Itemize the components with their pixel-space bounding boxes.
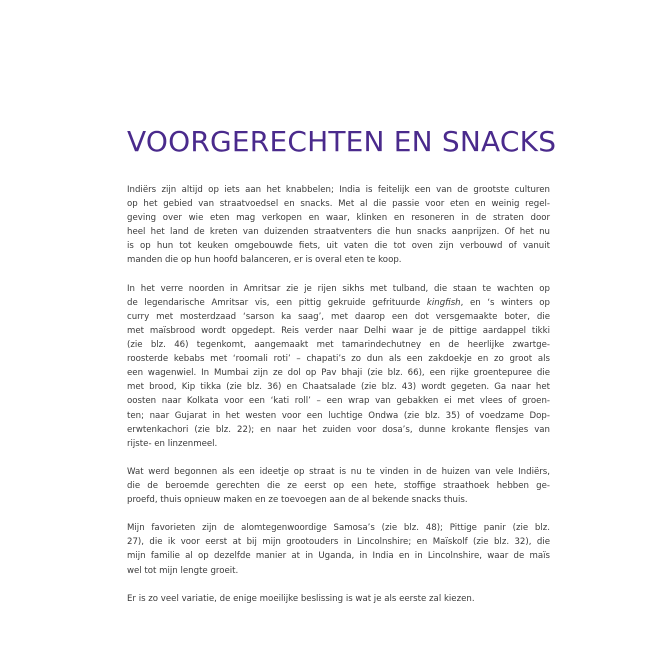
text-line: geving over wie eten mag verkopen en waar, klinken en resoneren in de straten door bbox=[127, 213, 550, 224]
text-line: erwtenkachori (zie blz. 22); en naar het zuiden voor dosa’s, dunne krokante flensjes van bbox=[127, 424, 550, 435]
text-line: manden die op hun hoofd balanceren, er is overal eten te koop. bbox=[127, 255, 402, 266]
text-line: rijste- en linzenmeel. bbox=[127, 438, 218, 449]
paragraph-homes bbox=[127, 465, 550, 507]
text-line: curry met mosterdzaad ‘sarson ka saag’, met daarop een dot versgemaakte boter, die bbox=[127, 311, 550, 322]
text-line: met brood, Kip tikka (zie blz. 36) en Chaatsalade (zie blz. 43) wordt gegeten. Ga naar het bbox=[127, 382, 550, 393]
body-text bbox=[127, 183, 550, 620]
text-line: 27), die ik voor eerst at bij mijn grootouders in Lincolnshire; en Maïskolf (zie blz. 32), die bbox=[127, 537, 550, 548]
paragraph-intro bbox=[127, 183, 550, 268]
text-line bbox=[127, 296, 550, 310]
italic-word: kingfish bbox=[426, 297, 461, 308]
text-line: proefd, thuis opnieuw maken en ze toevoegen aan de al bekende snacks thuis. bbox=[127, 495, 468, 506]
text-line: mijn familie al op dezelfde manier at in Uganda, in India en in Lincolnshire, waar de maïs bbox=[127, 551, 550, 562]
text-segment: , en ‘s winters op bbox=[460, 297, 550, 308]
text-line: Er is zo veel variatie, de enige moeilijke beslissing is wat je als eerste zal kiezen. bbox=[127, 593, 475, 604]
page-title: VOORGERECHTEN EN SNACKS bbox=[127, 125, 557, 158]
text-line: een wagenwiel. In Mumbai zijn ze dol op Pav bhaji (zie blz. 66), een rijke groentepuree die bbox=[127, 368, 550, 379]
text-line: oosten naar Kolkata voor een ‘kati roll’ – een wrap van gebakken ei met vlees of groen- bbox=[127, 396, 550, 407]
paragraph-regions bbox=[127, 282, 550, 451]
text-line: met maïsbrood wordt opgedept. Reis verder naar Delhi waar je de pittige aardappel tikki bbox=[127, 325, 550, 336]
text-line: Mijn favorieten zijn de alomtegenwoordige Samosa’s (zie blz. 48); Pittige panir (zie blz. bbox=[127, 523, 550, 534]
text-line: heel het land de kreten van duizenden straatventers die hun snacks aanprijzen. Of het nu bbox=[127, 227, 550, 238]
text-line: roosterde kebabs met ‘roomali roti’ – chapati’s zo dun als een zakdoekje en zo groot als bbox=[127, 354, 550, 365]
paragraph-closing bbox=[127, 592, 550, 606]
text-line: (zie blz. 46) tegenkomt, aangemaakt met tamarindechutney en de heerlijke zwartge- bbox=[127, 340, 550, 351]
text-line: is op hun tot keuken omgebouwde fiets, uit vaten die tot oven zijn verbouwd of vanuit bbox=[127, 241, 550, 252]
text-line: die de beroemde gerechten die ze eerst op een hete, stoffige straathoek hebben ge- bbox=[127, 480, 550, 491]
text-line: ten; naar Gujarat in het westen voor een luchtige Ondwa (zie blz. 35) of voedzame Dop- bbox=[127, 410, 550, 421]
paragraph-favourites bbox=[127, 521, 550, 577]
text-line: wel tot mijn lengte groeit. bbox=[127, 565, 239, 576]
text-segment: de legendarische Amritsar vis, een pittig gekruide gefrituurde bbox=[127, 297, 427, 308]
text-line: op het gebied van straatvoedsel en snacks. Met al die passie voor eten en weinig regel- bbox=[127, 199, 550, 210]
text-line: Wat werd begonnen als een ideetje op straat is nu te vinden in de huizen van vele Indiërs, bbox=[127, 466, 550, 477]
text-line: Indiërs zijn altijd op iets aan het knabbelen; India is feitelijk een van de grootste culturen bbox=[127, 185, 550, 195]
text-line: In het verre noorden in Amritsar zie je rijen sikhs met tulband, die staan te wachten op bbox=[127, 283, 550, 294]
